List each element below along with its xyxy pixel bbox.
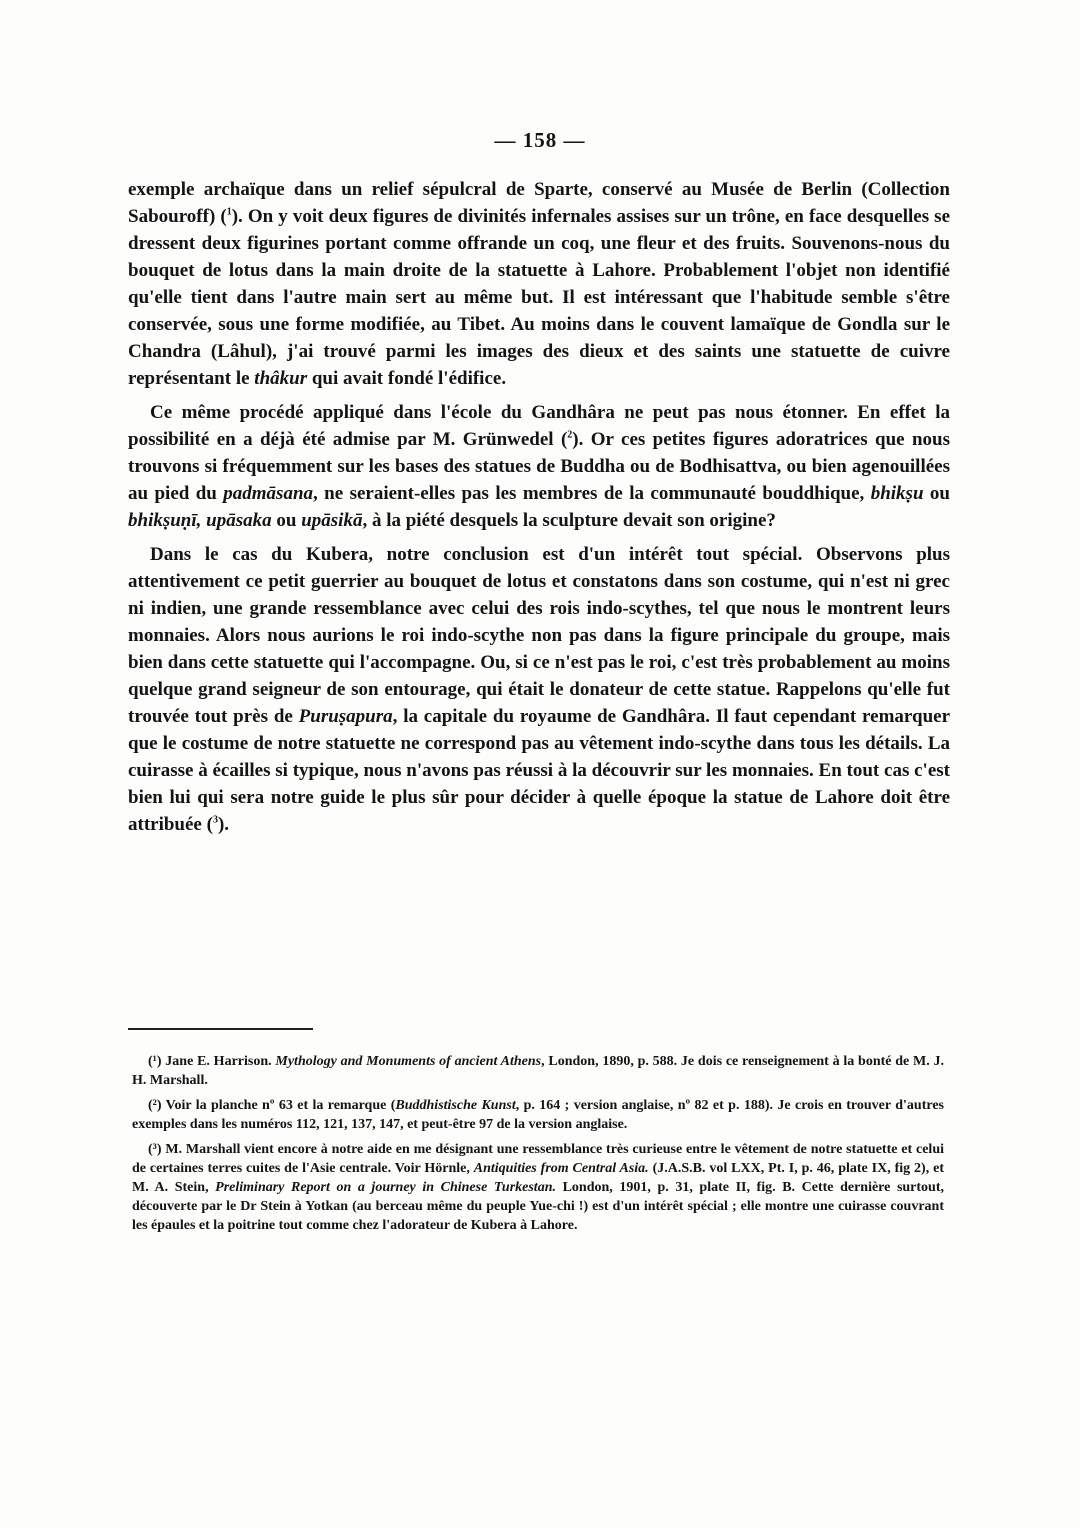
footnote-ref-3[interactable]: 3 (212, 814, 218, 826)
text-run: Jane E. Harrison. (161, 1054, 276, 1069)
text-run: ou (271, 510, 302, 531)
italic-term: thâkur (254, 368, 308, 389)
footnote-mark: (³) (148, 1142, 162, 1157)
footnote-ref-1[interactable]: 1 (226, 206, 232, 218)
text-run: Dans le cas du Kubera, notre conclusion est d'un intérêt tout spécial. Observons plus attentivement ce petit guerrier au bouquet de lotus et constatons dans son costume, qui n'est ni grec ni indien, une grande ressemblance avec celui des rois indo-scythes, tel que nous le montrent leurs monnaies. Alors nous aurions le roi indo-scythe non pas dans la figure principale du groupe, mais bien dans cette statuette qui l'accompagne. Ou, si ce n'est pas le roi, c'est très probablement au moins quelque grand seigneur de son entourage, qui était le donateur de cette statue. Rappelons qu'elle fut trouvée tout près de (128, 544, 950, 727)
text-run: qui avait fondé l'édifice. (307, 368, 507, 389)
text-run: (J.A.S.B. vol LXX, Pt. I, p. 46, plate IX, fig 2), et M. A. Stein, (132, 1161, 944, 1195)
text-run: London, 1901, p. 31, plate II, fig. B. Cette dernière surtout, découverte par le Dr Stein à Yotkan (au berceau même du peuple Yue-chi !) est d'un intérêt spécial ; elle montre une cuirasse couvrant les épaules et la poitrine tout comme chez l'adorateur de Kubera à Lahore. (132, 1180, 945, 1233)
footnotes (132, 1052, 944, 1241)
italic-title: Buddhistische Kunst (395, 1098, 516, 1113)
text-run: ou (923, 483, 950, 504)
text-run: , la capitale du royaume de Gandhâra. Il faut cependant remarquer que le costume de notre statuette ne correspond pas au vêtement indo-scythe dans tous les détails. La cuirasse à écailles si typique, nous n'avons pas réussi à la découvrir sur les monnaies. En tout cas c'est bien lui qui sera notre guide le plus sûr pour décider à quelle époque la statue de Lahore doit être attribuée ( (128, 706, 950, 835)
italic-title: Preliminary Report on a journey in Chinese Turkestan. (215, 1180, 556, 1195)
text-run: , à la piété desquels la sculpture devait son origine? (362, 510, 776, 531)
italic-term: Puruṣapura (298, 706, 393, 727)
footnote-mark: (²) (148, 1098, 162, 1113)
page-number: — 158 — (494, 128, 586, 152)
italic-title: Mythology and Monuments of ancient Athens (275, 1054, 542, 1069)
footnote-separator (128, 1028, 313, 1030)
footnote-mark: (¹) (148, 1054, 162, 1069)
footnote-3 (132, 1140, 944, 1235)
text-run: , London, 1890, p. 588. Je dois ce renseignement à la bonté de M. J. H. Marshall. (132, 1054, 945, 1088)
text-run: , ne seraient-elles pas les membres de la communauté bouddhique, (313, 483, 871, 504)
italic-term: bhikṣuṇī, upāsaka (128, 510, 272, 531)
italic-term: bhikṣu (870, 483, 924, 504)
paragraph-3 (128, 541, 950, 838)
main-text (128, 176, 950, 845)
text-run: M. Marshall vient encore à notre aide en me désignant une ressemblance très curieuse entre le vêtement de notre statuette et celui de certaines terres cuites de l'Asie centrale. Voir Hörnle, (132, 1142, 944, 1176)
text-run: ). Or ces petites figures adoratrices que nous trouvons si fréquemment sur les bases des statues de Buddha ou de Bodhisattva, ou bien agenouillées au pied du (128, 429, 950, 504)
text-run: ). (217, 814, 230, 835)
text-run: Voir la planche nº 63 et la remarque ( (161, 1098, 396, 1113)
italic-term: upāsikā (301, 510, 363, 531)
paragraph-2 (128, 399, 950, 534)
text-run: ). On y voit deux figures de divinités infernales assises sur un trône, en face desquelles se dressent deux figurines portant comme offrande un coq, une fleur et des fruits. Souvenons-nous du bouquet de lotus dans la main droite de la statuette à Lahore. Probablement l'objet non identifié qu'elle tient dans l'autre main sert au même but. Il est intéressant que l'habitude semble s'être conservée, sous une forme modifiée, au Tibet. Au moins dans le couvent lamaïque de Gondla sur le Chandra (Lâhul), j'ai trouvé parmi les images des dieux et des saints une statuette de cuivre représentant le (128, 206, 951, 389)
footnote-2 (132, 1096, 944, 1134)
footnote-ref-2[interactable]: 2 (567, 429, 573, 441)
footnote-1 (132, 1052, 944, 1090)
text-run: , p. 164 ; version anglaise, nº 82 et p. 188). Je crois en trouver d'autres exemples dans les numéros 112, 121, 137, 147, et peut-être 97 de la version anglaise. (132, 1098, 944, 1132)
text-run: Ce même procédé appliqué dans l'école du Gandhâra ne peut pas nous étonner. En effet la possibilité en a déjà été admise par M. Grünwedel ( (128, 402, 950, 450)
italic-title: Antiquities from Central Asia. (473, 1161, 649, 1176)
text-run: exemple archaïque dans un relief sépulcral de Sparte, conservé au Musée de Berlin (Collection Sabouroff) ( (128, 179, 950, 227)
paragraph-1 (128, 176, 950, 392)
italic-term: padmāsana (223, 483, 314, 504)
